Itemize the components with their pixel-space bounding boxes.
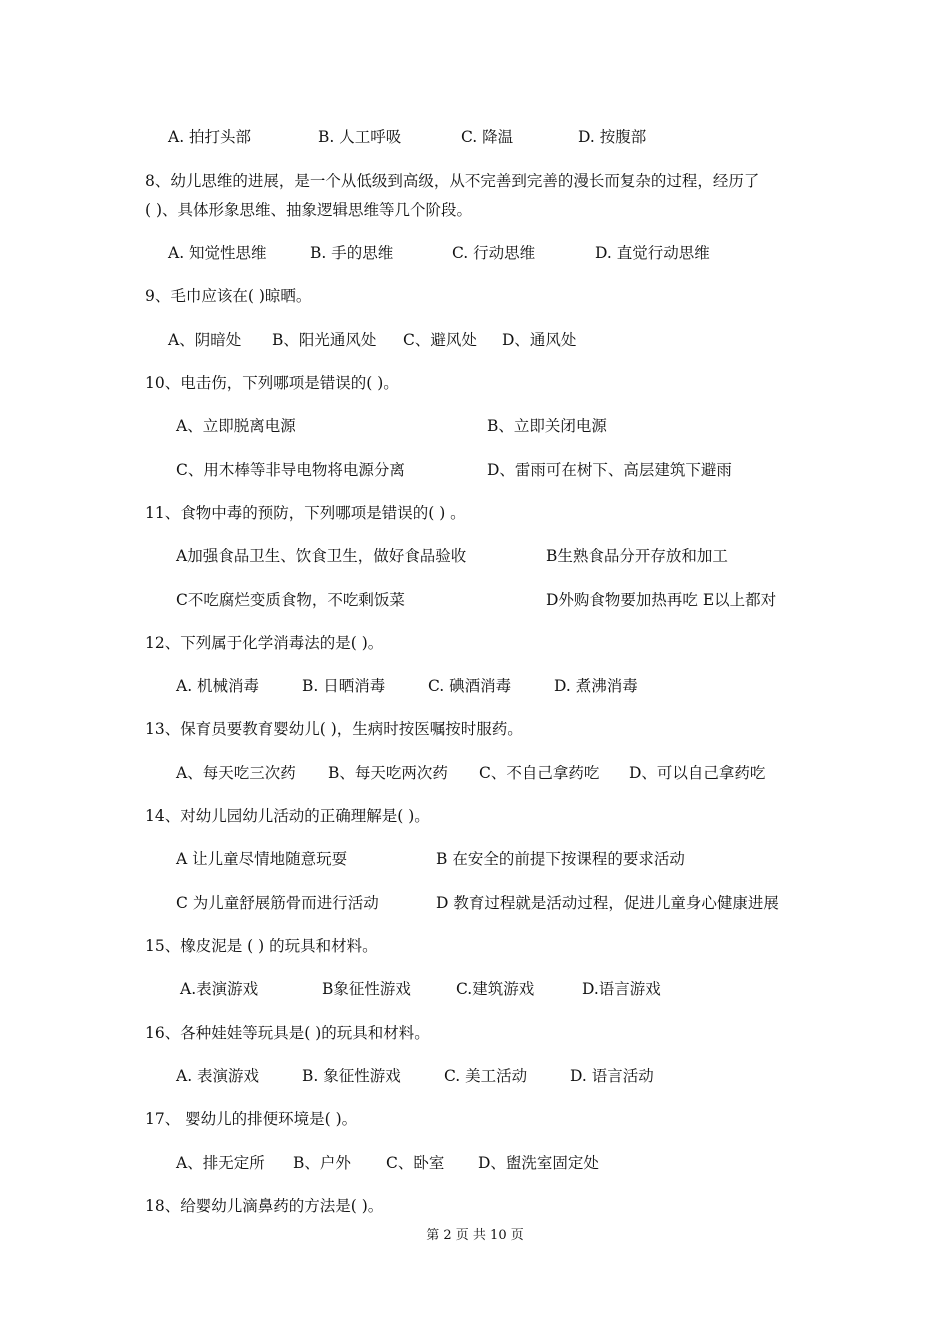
question-13: 13、保育员要教育婴幼儿( )，生病时按医嘱按时服药。 [145,720,523,738]
option: B、阳光通风处 [272,331,377,349]
option: A、立即脱离电源 [176,417,296,435]
option: A、阴暗处 [168,331,242,349]
option: C. 行动思维 [452,244,536,262]
option: A. 知觉性思维 [168,244,267,262]
option: D外购食物要加热再吃 E以上都对 [546,591,777,609]
option: B、立即关闭电源 [487,417,607,435]
question-10: 10、电击伤，下列哪项是错误的( )。 [145,374,399,392]
question-8-cont: ( )、具体形象思维、抽象逻辑思维等几个阶段。 [145,201,473,219]
option: D. 煮沸消毒 [554,677,638,695]
option: B. 象征性游戏 [302,1067,401,1085]
option: C. 降温 [461,128,514,146]
question-9: 9、毛巾应该在( )晾晒。 [145,287,312,305]
option: A.表演游戏 [180,980,259,998]
question-17: 17、 婴幼儿的排便环境是( )。 [145,1110,358,1128]
option: D 教育过程就是活动过程，促进儿童身心健康进展 [436,894,779,912]
option: D. 语言活动 [570,1067,654,1085]
option: A、每天吃三次药 [176,764,296,782]
question-18: 18、给婴幼儿滴鼻药的方法是( )。 [145,1197,384,1215]
option: C. 碘酒消毒 [428,677,512,695]
question-14: 14、对幼儿园幼儿活动的正确理解是( )。 [145,807,430,825]
option: A. 表演游戏 [176,1067,260,1085]
option: A、排无定所 [176,1154,265,1172]
question-11: 11、食物中毒的预防，下列哪项是错误的( ) 。 [145,504,466,522]
option: C 为儿童舒展筋骨而进行活动 [176,894,379,912]
option: D、盥洗室固定处 [478,1154,599,1172]
option: C.建筑游戏 [456,980,535,998]
option: B. 手的思维 [310,244,394,262]
option: D、雷雨可在树下、高层建筑下避雨 [487,461,732,479]
page-number-footer: 第 2 页 共 10 页 [426,1228,524,1243]
option: B象征性游戏 [322,980,411,998]
option: D.语言游戏 [582,980,661,998]
option: B. 日晒消毒 [302,677,386,695]
option: A加强食品卫生、饮食卫生，做好食品验收 [176,547,467,565]
option: A. 机械消毒 [176,677,260,695]
question-16: 16、各种娃娃等玩具是( )的玩具和材料。 [145,1024,430,1042]
option: C、不自己拿药吃 [479,764,600,782]
option: B生熟食品分开存放和加工 [546,547,728,565]
option: C、用木棒等非导电物将电源分离 [176,461,405,479]
question-12: 12、下列属于化学消毒法的是( )。 [145,634,384,652]
option: B、户外 [293,1154,351,1172]
option: B. 人工呼吸 [318,128,402,146]
option: C. 美工活动 [444,1067,528,1085]
option: D. 按腹部 [578,128,647,146]
option: D、可以自己拿药吃 [629,764,766,782]
question-8: 8、幼儿思维的进展，是一个从低级到高级，从不完善到完善的漫长而复杂的过程，经历了 [145,172,760,190]
option: D. 直觉行动思维 [595,244,710,262]
question-15: 15、橡皮泥是 ( ) 的玩具和材料。 [145,937,378,955]
option: B 在安全的前提下按课程的要求活动 [436,850,685,868]
option: C、卧室 [386,1154,445,1172]
option: B、每天吃两次药 [328,764,448,782]
option: C不吃腐烂变质食物，不吃剩饭菜 [176,591,405,609]
option: A. 拍打头部 [168,128,252,146]
option: D、通风处 [502,331,577,349]
option: A 让儿童尽情地随意玩耍 [176,850,348,868]
option: C、避风处 [403,331,477,349]
